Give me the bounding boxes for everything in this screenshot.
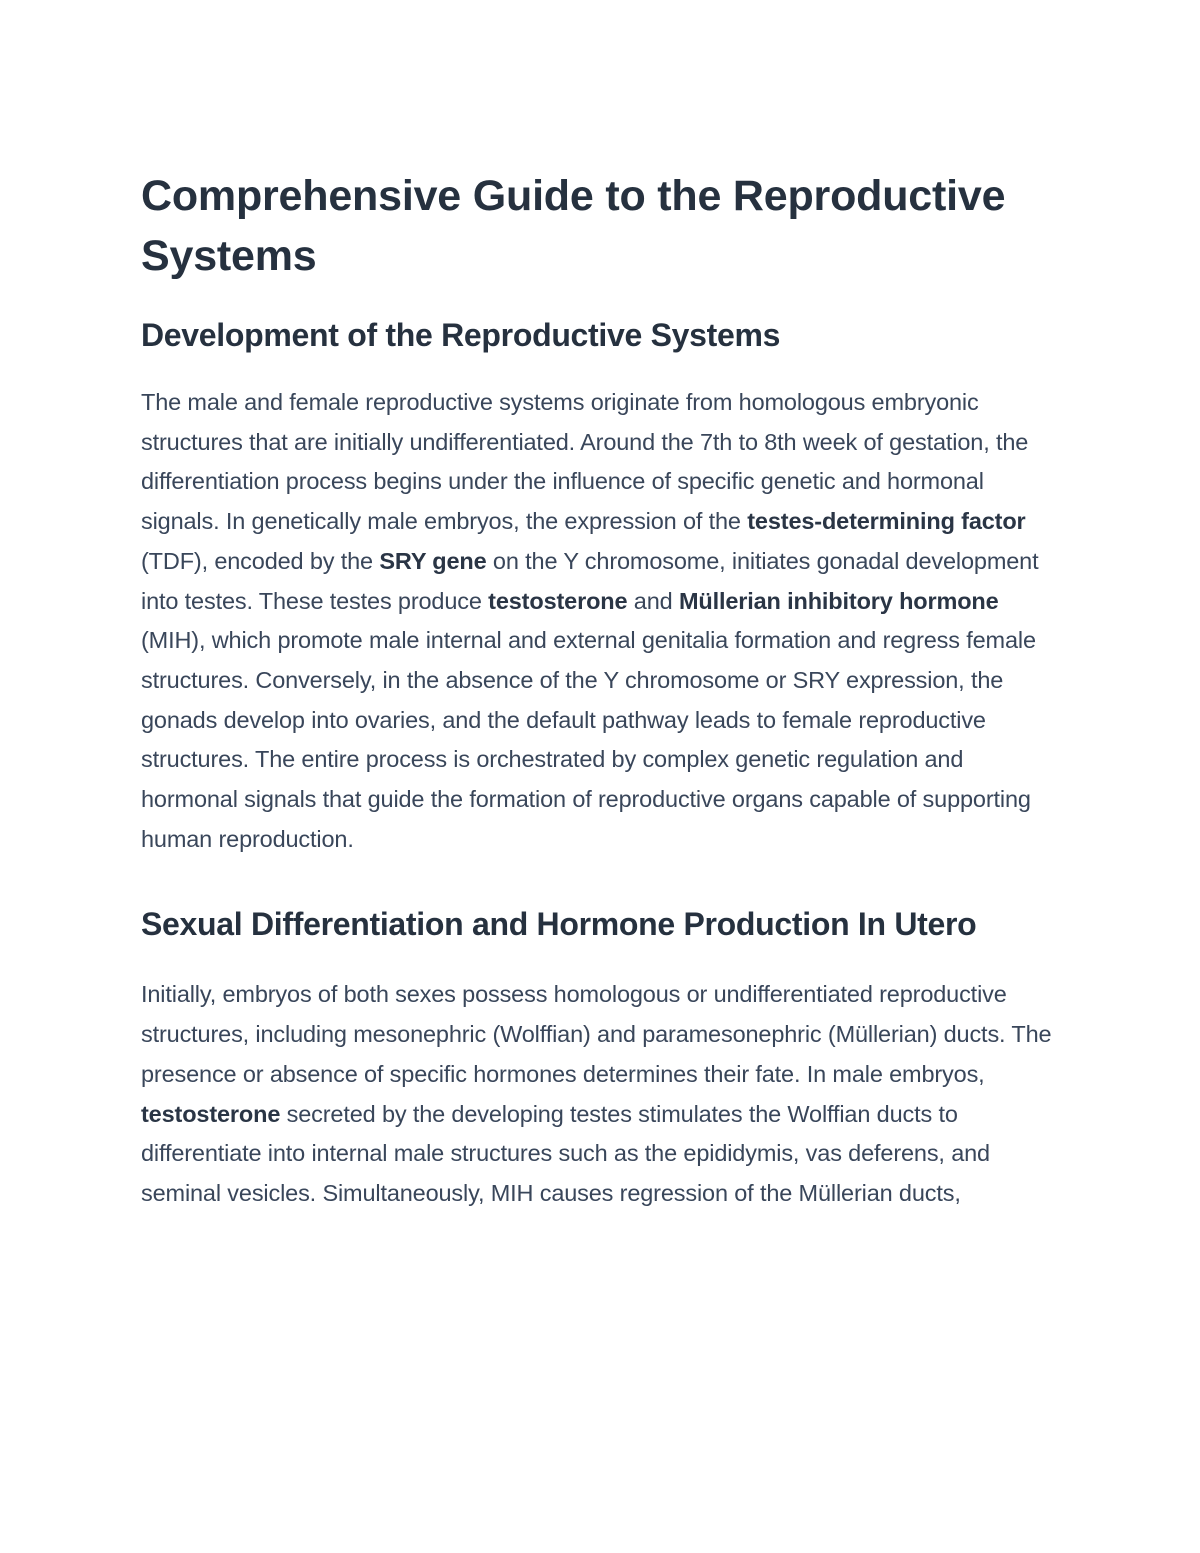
paragraph-text: Initially, embryos of both sexes possess homologous or undifferentiated reproductive structures, including mesonephric (Wolffian) and paramesonephric (Müllerian) ducts. The presence or absence of specific hormones determines their fate. In male embryos,	[141, 981, 1052, 1087]
paragraph-text: secreted by the developing testes stimulates the Wolffian ducts to differentiate into internal male structures such as the epididymis, vas deferens, and seminal vesicles. Simultaneously, MIH causes regression of the Müllerian ducts,	[141, 1100, 990, 1206]
document-page	[141, 166, 1061, 1214]
bold-term-testosterone: testosterone	[141, 1100, 281, 1127]
paragraph-text: on the Y chromosome, initiates gonadal development into testes. These testes produce	[141, 547, 1039, 614]
section-development	[141, 313, 1061, 859]
paragraph-text: (MIH), which promote male internal and external genitalia formation and regress female structures. Conversely, in the absence of the Y chromosome or SRY expression, the gonads develop into ovaries, and the default pathway leads to female reproductive structures. The entire process is orchestrated by complex genetic regulation and hormonal signals that guide the formation of reproductive organs capable of supporting human reproduction.	[141, 627, 1036, 852]
bold-term-tdf: testes-determining factor	[747, 508, 1026, 535]
document-title: Comprehensive Guide to the Reproductive Systems	[141, 172, 1006, 280]
bold-term-sry-gene: SRY gene	[379, 547, 487, 574]
section-heading-sexual-differentiation: Sexual Differentiation and Hormone Production In Utero	[141, 906, 977, 943]
paragraph-text: and	[627, 587, 679, 614]
bold-term-testosterone: testosterone	[488, 587, 628, 614]
paragraph-text: The male and female reproductive systems originate from homologous embryonic structures that are initially undifferentiated. Around the 7th to 8th week of gestation, the differentiation process begins under the influence of specific genetic and hormonal signals. In genetically male embryos, the expression of the	[141, 389, 1029, 535]
section-paragraph-development	[141, 383, 1061, 859]
paragraph-text: (TDF), encoded by the	[141, 547, 380, 574]
section-paragraph-sexual-differentiation	[141, 975, 1061, 1213]
bold-term-mih: Müllerian inhibitory hormone	[678, 587, 999, 614]
section-sexual-differentiation	[141, 895, 1061, 1213]
section-heading-development: Development of the Reproductive Systems	[141, 317, 781, 353]
